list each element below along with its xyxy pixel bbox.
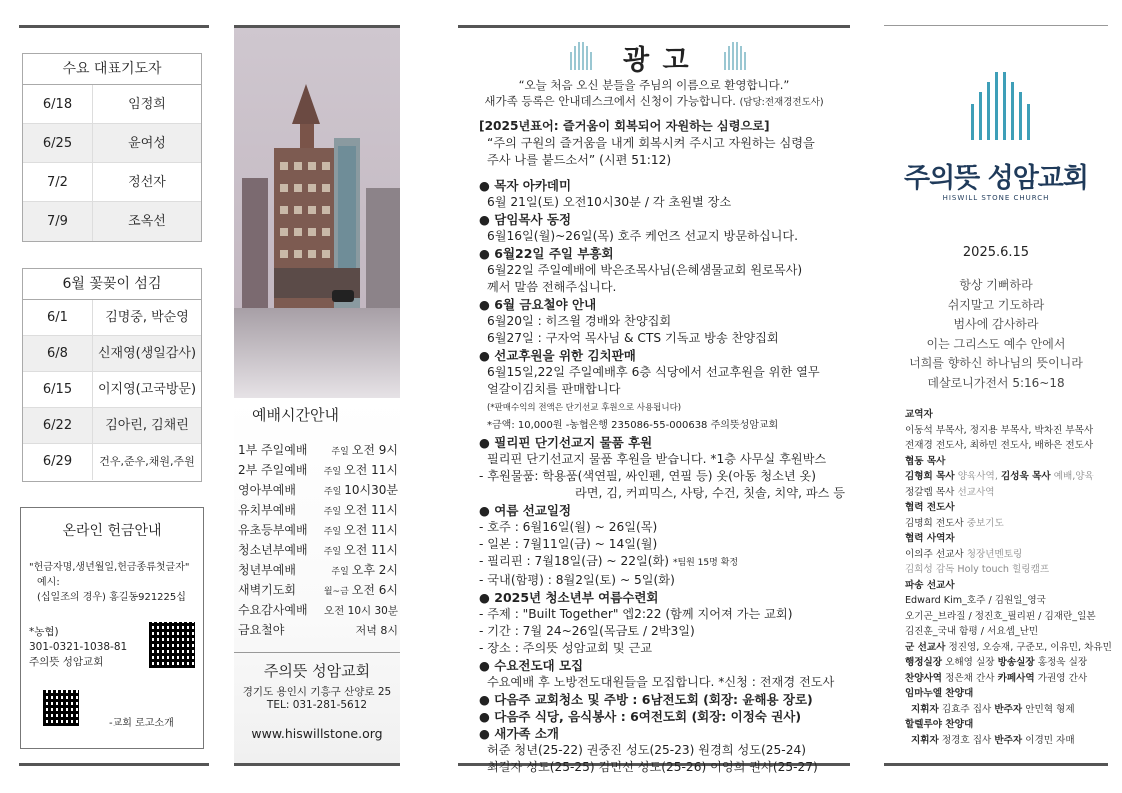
staff-heading: 반주자 [994,734,1023,746]
worship-time-cell [321,600,398,622]
kimchi-price: *금액: 10,000원 -농협은행 235086-55-000638 주의뜻성암교회 [487,420,779,431]
church-name-footer: 주의뜻 성암교회 [263,662,371,680]
staff-role: 선교사역 [957,486,995,498]
announcement-line: 6월27일 : 구자억 목사님 & CTS 기독교 방송 찬양집회 [487,331,779,345]
logo-bars-icon [567,40,597,70]
worship-time-cell [331,440,398,462]
account-holder: 주의뜻 성암교회 [29,656,104,668]
staff-heading: 방송실장 [997,657,1035,668]
prayer-name: 조옥선 [128,214,166,229]
worship-time: 오전 11시 [344,543,398,557]
verse-line: 너희를 향하신 하나님의 뜻이니라 [909,356,1083,371]
motto-line-2: 주사 나를 붙드소서” (시편 51:12) [487,153,672,167]
food-duty: ● 다음주 식당, 음식봉사 : 6여전도회 (회장: 이정숙 권사) [479,709,802,724]
staff-line: 정진영, 오승재, 구준모, 이유민, 차유민 [948,641,1112,653]
online-offering-box [20,507,204,749]
verse-line: 항상 기뻐하라 [959,278,1033,292]
worship-time-cell [324,480,398,502]
flower-date: 6/1 [23,300,93,335]
cover-verse [884,276,1108,394]
staff-line: 오기곤_브라질 / 정진호_필리핀 / 김재란_일본 [905,610,1096,622]
youth-head: ● 2025년 청소년부 여름수련회 [479,590,659,605]
new-family-head: ● 새가족 소개 [479,726,559,741]
cover-church-name: 주의뜻 성암교회 [904,163,1088,194]
mission-line-3: - 필리핀 : 7월18일(금) ~ 22일(화) [479,554,670,568]
flower-title: 6월 꽃꽂이 섬김 [23,269,201,300]
worship-row [234,440,400,460]
staff-line: Edward Kim_호주 / 김원일_영국 [905,595,1046,606]
church-website[interactable]: www.hiswillstone.org [251,726,383,741]
mission-head: ● 여름 선교일정 [479,503,572,518]
worship-name: 수요감사예배 [238,603,308,617]
table-row [23,85,201,124]
staff-name: 홍정욱 실장 [1037,657,1088,668]
welcome-note: (담당:전재경전도사) [739,97,824,108]
youth-line-2: - 기간 : 7월 24~26일(목금토 / 2박3일) [479,624,695,638]
announcement-heading: ● 목자 아카데미 [479,178,572,193]
staff-line: 이동석 부목사, 정지용 부목사, 박차진 부목사 [905,424,1094,436]
flower-table [22,268,202,482]
offering-example: (십일조의 경우) 홍길동921225십 [37,592,186,603]
church-logo-icon [968,70,1032,140]
phil-head: ● 필리핀 단기선교지 물품 후원 [479,435,653,450]
worship-day: 주일 [331,447,349,457]
welcome-message [458,77,850,111]
table-row [23,444,201,480]
worship-time: 오전 11시 [344,523,398,537]
church-address: 경기도 용인시 기흥구 산양로 25 [242,686,392,698]
verse-line: 데살로니가전서 5:16~18 [927,375,1065,390]
table-row [23,336,201,372]
flower-date: 6/15 [23,372,93,407]
worship-time: 저녁 8시 [355,624,398,637]
offering-qr-code[interactable] [149,622,195,668]
worship-row [234,480,400,500]
worship-day: 주일 [323,527,342,537]
offering-title: 온라인 헌금안내 [62,523,162,539]
worship-row [234,620,400,640]
worship-time-cell [324,520,398,542]
worship-time-cell [353,620,398,642]
welcome-line-1: “오늘 처음 오신 분들을 주님의 이름으로 환영합니다.” [518,78,790,92]
church-tel: TEL: 031-281-5612 [266,699,368,711]
announcement-heading: ● 선교후원을 위한 김치판매 [479,348,636,363]
staff-line: 전재경 전도사, 최하민 전도사, 배하은 전도사 [905,440,1094,451]
staff-role: 청장년멘토링 [966,548,1023,560]
prayer-name: 정선자 [128,175,166,190]
worship-name: 새벽기도회 [238,583,296,597]
announcement-line: 께서 말씀 전해주십니다. [487,280,617,294]
staff-heading: 파송 선교사 [905,579,955,591]
worship-name: 영아부예배 [238,483,296,497]
mission-line-4: - 국내(함평) : 8월2일(토) ~ 5일(화) [479,573,675,587]
staff-name: 가권영 간사 [1037,672,1088,684]
staff-line: 김희성 감독 Holy touch 힐링캠프 [905,564,1050,575]
worship-row [234,600,400,620]
church-building-photo [234,28,400,398]
logo-intro-label: -교회 로고소개 [109,718,174,729]
worship-name: 1부 주일예배 [238,443,308,457]
evangelism-line: 수요예배 후 노방전도대원들을 모집합니다. *신청 : 전재경 전도사 [487,675,835,689]
announcement-line: 6월16일(월)~26일(목) 호주 케언즈 선교지 방문하십니다. [487,229,799,243]
table-row [23,202,201,241]
prayer-date: 7/9 [23,202,93,241]
top-rule [19,25,209,28]
motto-line-1: “주의 구원의 즐거움을 내게 회복시켜 주시고 자원하는 심령을 [487,136,815,150]
worship-name: 유치부예배 [238,503,296,517]
announcement-line: 6월20일 : 히즈윌 경배와 찬양집회 [487,314,672,328]
flower-name: 신재영(생일감사) [97,346,197,361]
worship-time: 오전 6시 [351,583,398,597]
worship-row [234,580,400,600]
worship-name: 금요철야 [238,623,285,637]
staff-heading: 반주자 [994,703,1023,715]
flower-date: 6/8 [23,336,93,371]
staff-heading: 행정실장 [905,657,943,668]
bank-name: *농협) [29,626,59,638]
staff-name: 오해영 실장 [945,657,995,668]
staff-role: 예배,양육 [1053,471,1094,482]
flower-name: 김명중, 박순영 [105,310,189,325]
worship-time-cell [324,460,398,482]
announcement-header [567,38,757,74]
announcement-line: 6월15일,22일 주일예배후 6층 식당에서 선교후원을 위한 열무 [487,365,820,379]
staff-heading: 찬양사역 [905,672,943,684]
welcome-line-2: 새가족 등록은 안내데스크에서 신청이 가능합니다. [484,94,736,108]
table-row [23,124,201,163]
worship-day: 주일 [323,507,342,517]
announcement-heading: ● 담임목사 동정 [479,212,572,227]
prayer-name: 윤여성 [128,136,166,151]
worship-time-cell [331,560,398,582]
staff-name: 정은채 간사 [945,672,995,684]
offering-format: "헌금자명,생년월일,헌금종류첫글자" [29,562,190,573]
worship-time-cell [324,540,398,562]
worship-time: 오전 11시 [344,463,398,477]
staff-heading: 지휘자 [911,734,939,746]
offering-example-label: 예시: [37,577,60,588]
prayer-date: 6/18 [23,85,93,123]
phil-line-1: 필리핀 단기선교지 물품 후원을 받습니다. *1층 사무실 후원박스 [487,452,827,466]
worship-name: 유초등부예배 [238,523,308,537]
top-rule [884,25,1108,26]
prayer-leader-table [22,53,202,242]
table-row [23,372,201,408]
youth-line-3: - 장소 : 주의뜻 성암교회 및 근교 [479,641,653,655]
announcement-body [479,118,845,776]
worship-name: 청소년부예배 [238,543,308,557]
flower-date: 6/29 [23,444,93,480]
worship-day: 주일 [331,567,349,577]
worship-time: 오전 9시 [351,443,398,457]
verse-line: 범사에 감사하라 [953,317,1039,332]
worship-name: 2부 주일예배 [238,463,308,477]
kimchi-note: (*판매수익의 전액은 단기선교 후원으로 사용됩니다) [487,403,682,413]
announcement-heading: ● 6월 금요철야 안내 [479,297,597,312]
worship-row [234,560,400,580]
verse-line: 이는 그리스도 예수 안에서 [926,336,1066,351]
staff-name: 정갈렙 목사 [905,486,955,498]
phil-line-2: - 후원물품: 학용품(색연필, 싸인펜, 연필 등) 옷(아동 청소년 옷) [479,469,817,483]
worship-schedule [234,398,400,763]
worship-row [234,520,400,540]
account-number: 301-0321-1038-81 [29,641,128,653]
logo-intro-qr-code[interactable] [43,690,79,726]
mission-note: *팀원 15명 확정 [672,558,739,568]
staff-heading: 지휘자 [911,703,939,715]
staff-heading: 협력 전도사 [905,502,955,513]
staff-name: 김형희 목사 [905,471,955,482]
announcement-heading: ● 6월22일 주일 부흥회 [479,246,614,261]
worship-day: 월~금 [323,587,349,597]
staff-heading: 교역자 [905,409,933,420]
verse-line: 쉬지말고 기도하라 [947,297,1045,312]
staff-heading: 임마누엘 찬양대 [905,688,974,699]
church-building-illustration [234,28,400,398]
staff-role: 양육사역, [957,471,998,482]
prayer-leader-title: 수요 대표기도자 [23,54,201,85]
mission-line-2: - 일본 : 7월11일(금) ~ 14일(월) [479,537,658,551]
cleaning-duty: ● 다음주 교회청소 및 주방 : 6남전도회 (회장: 윤해용 장로) [479,692,813,707]
top-rule [458,25,850,28]
announcement-line: 6월 21일(토) 오전10시30분 / 각 초원별 장소 [487,195,732,209]
worship-row [234,540,400,560]
announcement-line: 얼갈이김치를 판매합니다 [487,382,621,396]
logo-bars-icon [721,40,751,70]
bottom-rule [234,763,400,766]
worship-day: 주일 [323,487,342,497]
staff-heading: 군 선교사 [905,641,946,653]
worship-day: 주일 [323,547,342,557]
worship-time-cell [324,500,398,522]
announcement-title: 광 고 [623,45,691,76]
table-row [23,408,201,444]
bottom-rule [19,763,209,766]
prayer-date: 6/25 [23,124,93,162]
prayer-date: 7/2 [23,163,93,201]
announcement-line: 6월22일 주일예배에 박은조목사님(은혜샘물교회 원로목사) [487,263,803,277]
staff-heading: 협동 목사 [905,455,946,467]
mission-line-1: - 호주 : 6월16일(월) ~ 26일(목) [479,520,658,534]
flower-date: 6/22 [23,408,93,443]
worship-time-cell [324,580,398,602]
evangelism-head: ● 수요전도대 모집 [479,658,584,673]
staff-name: 김성욱 목사 [1000,471,1051,482]
phil-line-3: 라면, 김, 커피믹스, 사탕, 수건, 칫솔, 치약, 파스 등 [575,486,846,500]
staff-name: 안민혁 형제 [1025,703,1075,715]
worship-row [234,460,400,480]
worship-time: 오전 11시 [344,503,398,517]
worship-day: 주일 [323,467,342,477]
staff-line: 김진훈_국내 함평 / 서요셉_난민 [905,626,1039,637]
bottom-rule [884,763,1108,766]
staff-name: 이경민 자매 [1025,734,1075,746]
flower-name: 건우,준우,채원,주원 [99,455,195,468]
worship-time: 10시30분 [344,483,398,497]
flower-name: 김아린, 김채린 [105,418,189,433]
youth-line-1: - 주제 : "Built Together" 엡2:22 (함께 지어져 가는 교회) [479,607,793,621]
staff-name: 김효주 집사 [941,703,992,715]
new-family-line-2: 최길자 성도(25-25) 김민선 성도(25-26) 이영희 권사(25-27) [487,760,818,774]
staff-list [905,407,1110,748]
worship-name: 청년부예배 [238,563,296,577]
table-row [23,163,201,202]
worship-row [234,500,400,520]
worship-time: 오후 2시 [351,563,398,577]
staff-heading: 협력 사역자 [905,533,955,544]
cover-church-name-en: HISWILL STONE CHURCH [942,194,1050,202]
staff-name: 정경호 집사 [941,734,992,746]
staff-heading: 할렐루야 찬양대 [905,719,974,730]
staff-role: 중보기도 [966,517,1004,529]
worship-time: 오전 10시 30분 [324,605,398,617]
new-family-line-1: 허준 청년(25-22) 권중진 성도(25-23) 원경희 성도(25-24) [487,743,806,757]
motto-title: [2025년표어: 즐거움이 회복되어 자원하는 심령으로] [479,119,770,133]
worship-title: 예배시간안내 [252,406,339,424]
staff-heading: 카페사역 [997,672,1035,684]
staff-name: 이의주 선교사 [905,548,964,560]
table-row [23,300,201,336]
staff-name: 김명희 전도사 [905,517,964,529]
bulletin-date: 2025.6.15 [962,245,1030,260]
flower-name: 이지영(고국방문) [97,382,197,397]
prayer-name: 임정희 [128,97,166,112]
